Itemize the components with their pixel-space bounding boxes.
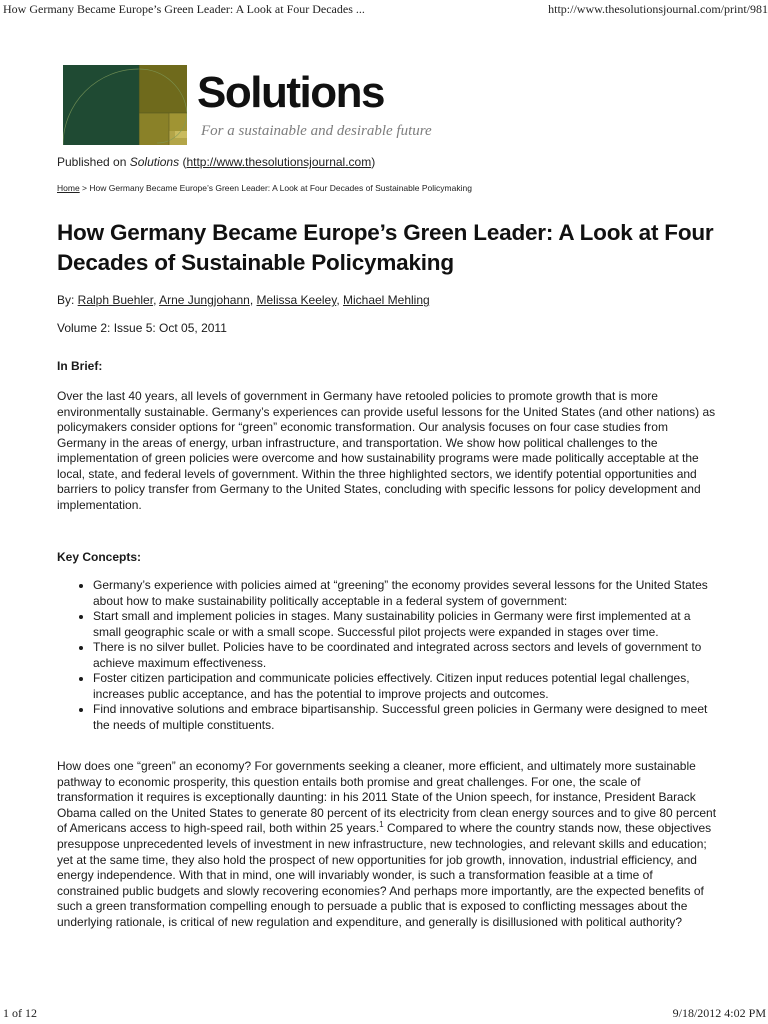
volume-issue-date: Volume 2: Issue 5: Oct 05, 2011	[57, 321, 227, 335]
list-item: • Start small and implement policies in stages. Many sustainability policies in Germany were first implemented at a small geographic scale or with a small scope. Successful pilot projects were expanded in stages over time.	[93, 609, 717, 640]
list-item: • Find innovative solutions and embrace bipartisanship. Successful green policies in Germany were designed to meet the needs of multiple constituents.	[93, 702, 717, 733]
print-header-title: How Germany Became Europe’s Green Leader: A Look at Four Decades ...	[3, 2, 365, 16]
list-item: • There is no silver bullet. Policies have to be coordinated and integrated across sectors and levels of government to achieve maximum effectiveness.	[93, 640, 717, 671]
author-link-mehling[interactable]: Michael Mehling	[342, 293, 430, 307]
by-label: By:	[57, 293, 78, 307]
body-text-part1: How does one “green” an economy? For governments seeking a cleaner, more efficient, and ultimately more sustainable pathway to economic prosperity, this question entails both promise and great challenges. For one, the scale of transformation it requires is exceptionally daunting: in his 2011 State of the Union speech, for instance, President Barack Obama called on the United States to generate 80 percent of its electricity from clean energy sources and to give 80 percent of Americans access to high-speed rail, both within 25 years.	[57, 759, 717, 836]
logo-wordmark: Solutions	[197, 68, 384, 117]
list-item: • Germany’s experience with policies aimed at “greening” the economy provides several lessons for the United States about how to make sustainability politically acceptable in a federal system of government:	[93, 578, 717, 609]
in-brief-heading: In Brief:	[57, 359, 103, 373]
solutions-logo[interactable]	[63, 65, 463, 147]
breadcrumb-separator: >	[79, 183, 90, 193]
author-separator: ,	[249, 293, 257, 307]
print-header-url: http://www.thesolutionsjournal.com/print/981	[548, 2, 768, 16]
author-link-keeley[interactable]: Melissa Keeley	[256, 293, 337, 307]
published-close-paren: )	[371, 155, 376, 169]
print-header	[3, 2, 768, 18]
print-datetime: 9/18/2012 4:02 PM	[672, 1006, 766, 1020]
breadcrumb	[57, 182, 717, 194]
golden-spiral-logo-icon	[63, 65, 187, 145]
key-concepts-heading: Key Concepts:	[57, 550, 142, 564]
page-number: 1 of 12	[3, 1006, 37, 1020]
body-paragraph	[57, 759, 717, 931]
article-authors	[57, 292, 717, 308]
list-item: • Foster citizen participation and communicate policies effectively. Citizen input reduces potential legal challenges, increases public acceptance, and has the potential to improve projects and outcomes.	[93, 671, 717, 702]
article-title: How Germany Became Europe’s Green Leader: A Look at Four Decades of Sustainable Policymaking	[57, 220, 714, 275]
in-brief-paragraph: Over the last 40 years, all levels of government in Germany have retooled policies to promote growth that is more environmentally sustainable. Germany’s experiences can provide useful lessons for the United States (and other nations) as policymakers consider options for “green” economic transformation. Our analysis focuses on four case studies from Germany in the areas of energy, urban infrastructure, and transportation. We show how political challenges to the implementation of green policies were overcome and how sustainability programs were made politically acceptable at the local, state, and federal levels of government. Within the three highlighted sectors, we identify potential opportunities and barriers to policy transfer from Germany to the United States, concluding with specific lessons for policy development and implementation.	[57, 389, 716, 512]
author-link-buehler[interactable]: Ralph Buehler	[77, 293, 154, 307]
author-link-jungjohann[interactable]: Arne Jungjohann	[159, 293, 250, 307]
key-concepts-list	[57, 578, 717, 733]
body-text-part2: Compared to where the country stands now, these objectives presuppose unprecedented levels of investment in new infrastructure, new technologies, and relevant skills and education; yet at the same time, they also hold the prospect of new opportunities for job growth, innovation, industrial efficiency, and energy independence. With that in mind, one will invariably wonder, is such a transformation feasible at a time of constrained public budgets and slowly recovering economies? And perhaps more importantly, are the expected benefits of such a green transformation compelling enough to persuade a public that is exposed to conflicting messages about the underlying rationale, is critical of new regulation and expenditure, and generally is disillusioned with political authority?	[57, 821, 712, 929]
breadcrumb-current: How Germany Became Europe’s Green Leader: A Look at Four Decades of Sustainable Policymaking	[89, 183, 472, 193]
published-site: Solutions	[129, 155, 180, 169]
logo-tagline: For a sustainable and desirable future	[201, 123, 432, 139]
breadcrumb-home-link[interactable]: Home	[57, 183, 80, 193]
author-separator: ,	[153, 293, 160, 307]
footnote-reference[interactable]: 1	[379, 820, 384, 830]
article-content	[57, 154, 717, 931]
published-site-link[interactable]: http://www.thesolutionsjournal.com	[186, 155, 372, 169]
published-prefix: Published on	[57, 155, 130, 169]
print-footer	[3, 1006, 768, 1022]
published-open-paren: (	[179, 155, 187, 169]
published-on	[57, 154, 717, 170]
author-separator: ,	[336, 293, 343, 307]
